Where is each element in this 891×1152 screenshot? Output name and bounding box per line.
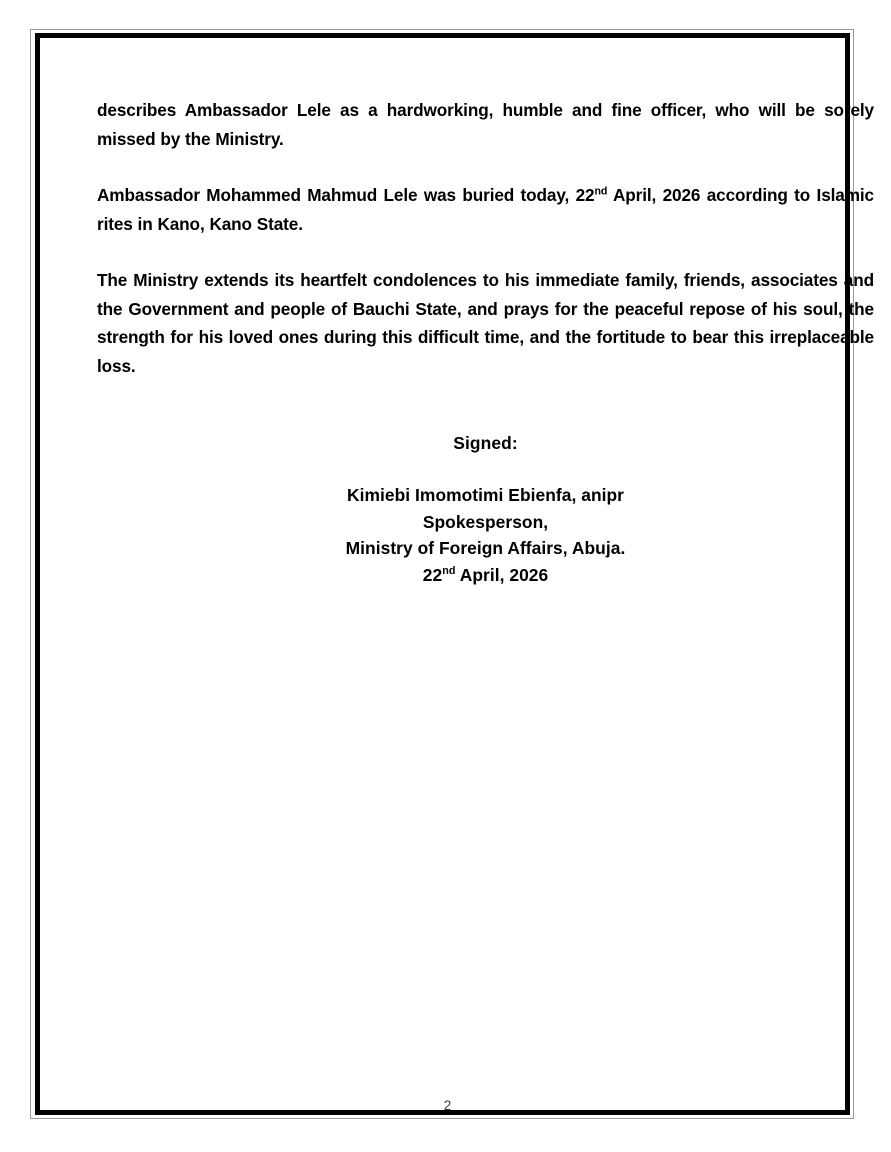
signature-date-before: 22 <box>422 564 443 585</box>
signatory-name: Kimiebi Imomotimi Ebienfa, anipr <box>347 485 624 505</box>
document-body <box>97 71 874 1151</box>
signatory-title: Spokesperson, <box>422 511 549 532</box>
signature-date-after: April, 2026 <box>455 564 549 585</box>
body-paragraph-3: The Ministry extends its heartfelt condolences to his immediate family, friends, associates and the Government and people of Bauchi State, and prays for the peaceful repose of his soul, the strength for his loved ones during this difficult time, and the fortitude to bear this irreplaceable loss. <box>97 270 874 376</box>
signatory-date <box>97 562 874 589</box>
body-paragraph-1: describes Ambassador Lele as a hardworking, humble and fine officer, who will be sorely missed by the Ministry. <box>97 100 874 149</box>
signed-label: Signed: <box>453 433 518 453</box>
body-paragraph-2 <box>97 181 874 238</box>
page-border-inner <box>35 33 874 1115</box>
signature-ordinal-suffix-superscript: nd <box>442 564 456 577</box>
signatory-lines <box>97 482 874 588</box>
page-number: 2 <box>443 1098 452 1113</box>
signatory-organisation: Ministry of Foreign Affairs, Abuja. <box>345 538 626 558</box>
paragraph-2-text-after: April, 2026 according to Islamic rites in Kano, Kano State. <box>97 185 874 234</box>
ordinal-suffix-superscript: nd <box>594 185 608 198</box>
signature-block <box>97 430 874 588</box>
paragraph-2-text-before: Ambassador Mohammed Mahmud Lele was buried today, 22 <box>97 185 595 205</box>
